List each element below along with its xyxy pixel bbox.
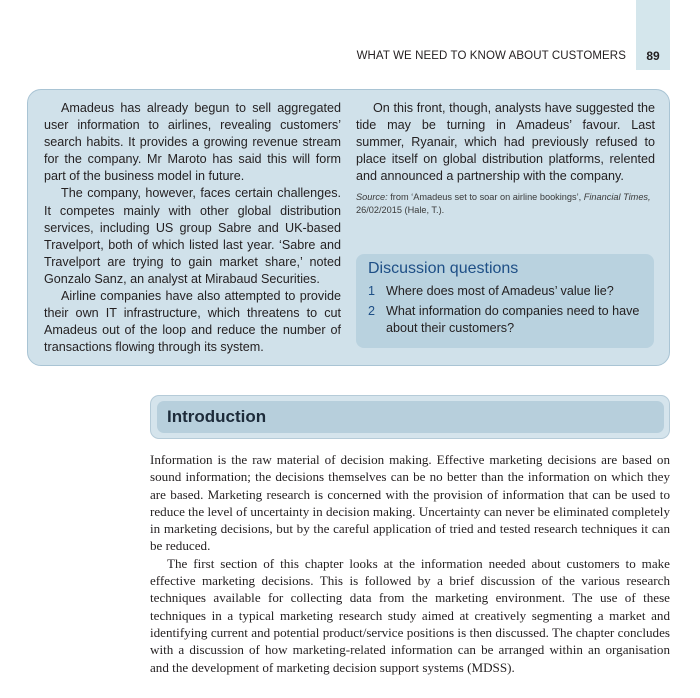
- source-label: Source:: [356, 192, 388, 203]
- source-text: from ‘Amadeus set to soar on airline bookings’,: [387, 192, 584, 203]
- discussion-question: [368, 283, 644, 300]
- introduction-body: [150, 451, 670, 676]
- running-head: WHAT WE NEED TO KNOW ABOUT CUSTOMERS: [356, 50, 626, 62]
- case-study-left-column: [44, 100, 341, 356]
- case-paragraph: The company, however, faces certain challenges. It competes mainly with other global distribution services, including US group Sabre and UK-based Travelport, both of which listed last year. ‘Sabre and Travelport are trying to gain market share,’ noted Gonzalo Sanz, an analyst at Mirabaud Securities.: [44, 186, 341, 286]
- discussion-question: [368, 303, 644, 337]
- section-heading-inner: [157, 401, 664, 433]
- page-number: 89: [646, 49, 660, 63]
- question-text: Where does most of Amadeus’ value lie?: [386, 284, 614, 298]
- body-paragraph: The first section of this chapter looks at the information needed about customers to make effective marketing decisions. This is followed by a brief discussion of the various research techniques available for collecting data from the marketing environment. The use of these techniques in a typical marketing research study aimed at creatively segmenting a market and identifying current and potential product/service positions is then discussed. The chapter concludes with a discussion of how marketing-related information can be arranged within an organisation and the development of marketing decision support systems (MDSS).: [150, 555, 670, 675]
- body-paragraph: Information is the raw material of decision making. Effective marketing decisions are based on sound information; the decisions themselves can be no better than the information on which they are based. Marketing research is concerned with the provision of information that can be used to reduce the level of uncertainty in decision making. Uncertainty can never be eliminated completely in marketing decisions, but by the careful application of tried and tested research techniques it can be reduced.: [150, 452, 670, 554]
- source-date: 26/02/2015 (Hale, T.).: [356, 205, 445, 216]
- question-number: 2: [368, 304, 376, 318]
- question-text: What information do companies need to have about their customers?: [386, 304, 640, 335]
- source-publication: Financial Times,: [583, 192, 651, 203]
- case-paragraph: On this front, though, analysts have suggested the tide may be turning in Amadeus’ favour. Last summer, Ryanair, which had previously refused to place itself on global distribution platforms, relented and announced a partnership with the company.: [356, 101, 655, 184]
- source-citation: [356, 191, 655, 217]
- case-paragraph: Amadeus has already begun to sell aggregated user information to airlines, revealing customers’ search habits. It provides a growing revenue stream for the company. Mr Maroto has said this will form part of the business model in future.: [44, 101, 341, 184]
- section-heading: Introduction: [167, 407, 267, 426]
- section-heading-bar: [150, 395, 670, 439]
- case-study-right-column: [356, 100, 655, 217]
- case-paragraph: Airline companies have also attempted to provide their own IT infrastructure, which threatens to cut Amadeus out of the loop and reduce the number of transactions flowing through its system.: [44, 289, 341, 355]
- discussion-title: Discussion questions: [368, 260, 519, 277]
- discussion-questions-box: [356, 254, 654, 348]
- question-number: 1: [368, 284, 376, 298]
